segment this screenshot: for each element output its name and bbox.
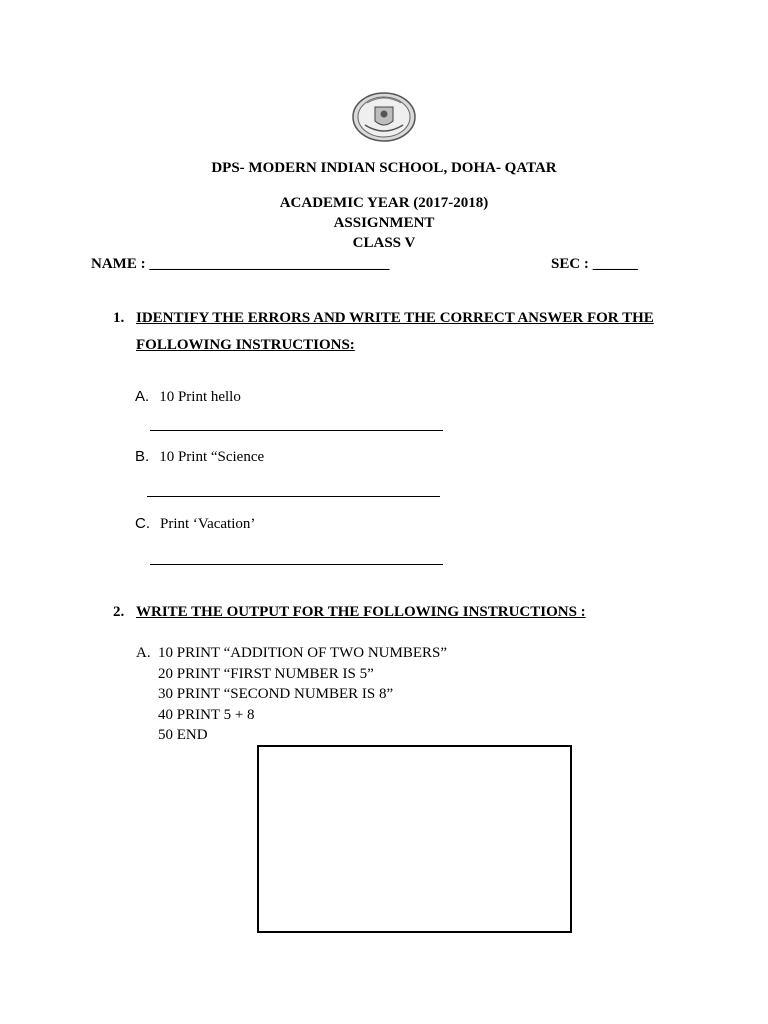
school-logo [351, 91, 417, 143]
option-letter: A. [135, 388, 150, 405]
school-name: DPS- MODERN INDIAN SCHOOL, DOHA- QATAR [211, 160, 557, 176]
program-line: 50 END [158, 727, 208, 743]
q1-option-c [135, 515, 255, 533]
name-label: NAME : [91, 256, 146, 272]
q2-title: WRITE THE OUTPUT FOR THE FOLLOWING INSTRUCTIONS : [136, 604, 586, 620]
option-letter: C. [135, 515, 150, 532]
section-field [551, 256, 638, 273]
q1-option-a [135, 388, 241, 406]
output-answer-box [257, 745, 572, 933]
name-blank: ________________________________ [149, 256, 390, 272]
option-letter: B. [135, 448, 150, 465]
option-text: 10 Print “Science [159, 449, 265, 465]
answer-line-a [150, 430, 443, 431]
option-text: 10 Print hello [159, 389, 241, 405]
q1-number: 1. [113, 310, 125, 326]
program-line: 30 PRINT “SECOND NUMBER IS 8” [158, 686, 394, 702]
option-text: Print ‘Vacation’ [160, 516, 256, 532]
class-label: CLASS V [352, 235, 416, 251]
section-label: SEC : [551, 256, 589, 272]
program-line: 20 PRINT “FIRST NUMBER IS 5” [158, 666, 374, 682]
q1-title-line1: IDENTIFY THE ERRORS AND WRITE THE CORRECT ANSWER FOR THE [136, 310, 654, 326]
q1-title-line2: FOLLOWING INSTRUCTIONS: [136, 337, 355, 353]
program-line: 10 PRINT “ADDITION OF TWO NUMBERS” [158, 645, 448, 661]
section-blank: ______ [592, 256, 638, 272]
answer-line-c [150, 564, 443, 565]
q2-number: 2. [113, 604, 125, 620]
program-line: 40 PRINT 5 + 8 [158, 707, 255, 723]
q1-option-b [135, 448, 264, 466]
q2-letter: A. [136, 645, 151, 661]
academic-year: ACADEMIC YEAR (2017-2018) [279, 195, 489, 211]
answer-line-b [147, 496, 440, 497]
name-field [91, 256, 389, 273]
assignment-title: ASSIGNMENT [333, 215, 435, 231]
